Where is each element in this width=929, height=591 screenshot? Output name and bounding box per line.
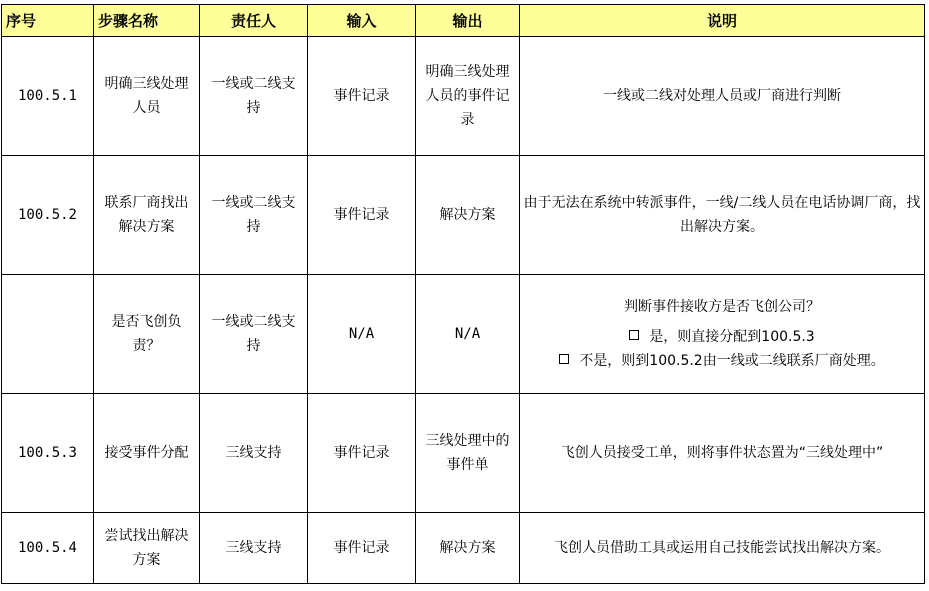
- cell-step-text: 联系厂商找出解决方案: [104, 195, 189, 235]
- process-table: [1, 4, 925, 584]
- cell-note: [520, 156, 925, 275]
- table-row: [2, 513, 925, 584]
- table-row: [2, 394, 925, 513]
- cell-input: 事件记录: [308, 513, 416, 584]
- cell-output: N/A: [416, 275, 520, 394]
- cell-note-text: 飞创人员借助工具或运用自己技能尝试找出解决方案。: [554, 540, 890, 556]
- cell-owner-text: 三线支持: [225, 540, 282, 556]
- cell-seq: 100.5.1: [2, 37, 94, 156]
- header-seq: 序号: [2, 5, 94, 37]
- cell-step: [94, 275, 200, 394]
- cell-step-text: 接受事件分配: [104, 445, 189, 461]
- cell-step: [94, 513, 200, 584]
- cell-note-text: 由于无法在系统中转派事件，一线/二线人员在电话协调厂商，找出解决方案。: [523, 195, 921, 235]
- cell-input: 事件记录: [308, 394, 416, 513]
- header-step: 步骤名称: [94, 5, 200, 37]
- cell-seq: 100.5.2: [2, 156, 94, 275]
- cell-note-text: 一线或二线对处理人员或厂商进行判断: [603, 88, 841, 104]
- bullet-text: 是，则直接分配到100.5.3: [649, 329, 815, 345]
- cell-output: [416, 394, 520, 513]
- cell-step-text: 尝试找出解决方案: [104, 528, 189, 568]
- header-note: 说明: [520, 5, 925, 37]
- cell-output-text: 三线处理中的事件单: [425, 433, 510, 473]
- header-output: 输出: [416, 5, 520, 37]
- bullet-text: 不是，则到100.5.2由一线或二线联系厂商处理。: [579, 353, 885, 369]
- header-input: 输入: [308, 5, 416, 37]
- table-header-row: [2, 5, 925, 37]
- cell-output-text: 解决方案: [439, 207, 496, 223]
- checkbox-bullet-icon: [559, 354, 569, 364]
- cell-owner: [200, 394, 308, 513]
- cell-step: [94, 156, 200, 275]
- cell-owner: [200, 513, 308, 584]
- cell-step: [94, 37, 200, 156]
- cell-input: N/A: [308, 275, 416, 394]
- header-owner: 责任人: [200, 5, 308, 37]
- cell-output: [416, 156, 520, 275]
- cell-seq: [2, 275, 94, 394]
- cell-owner-text: 一线或二线支持: [211, 314, 296, 354]
- cell-seq: 100.5.4: [2, 513, 94, 584]
- cell-owner: [200, 156, 308, 275]
- cell-step-text: 明确三线处理人员: [104, 76, 189, 116]
- cell-owner-text: 一线或二线支持: [211, 195, 296, 235]
- cell-note-text: 飞创人员接受工单，则将事件状态置为“三线处理中”: [560, 445, 884, 461]
- cell-note: [520, 37, 925, 156]
- cell-output: [416, 37, 520, 156]
- checkbox-bullet-icon: [629, 330, 639, 340]
- cell-step-text: 是否飞创负责？: [111, 314, 182, 354]
- bullet-list: [520, 325, 924, 373]
- table-row: [2, 275, 925, 394]
- bullet-item: [520, 349, 924, 373]
- cell-owner-text: 一线或二线支持: [211, 76, 296, 116]
- table-row: [2, 156, 925, 275]
- cell-note-text: 判断事件接收方是否飞创公司？: [624, 299, 820, 315]
- cell-owner: [200, 275, 308, 394]
- cell-seq: 100.5.3: [2, 394, 94, 513]
- cell-input: 事件记录: [308, 156, 416, 275]
- cell-note: [520, 513, 925, 584]
- cell-output-text: 解决方案: [439, 540, 496, 556]
- cell-input: 事件记录: [308, 37, 416, 156]
- cell-note: [520, 275, 925, 394]
- cell-output: [416, 513, 520, 584]
- cell-owner-text: 三线支持: [225, 445, 282, 461]
- bullet-item: [520, 325, 924, 349]
- table-row: [2, 37, 925, 156]
- cell-note: [520, 394, 925, 513]
- cell-output-text: 明确三线处理人员的事件记录: [425, 64, 510, 128]
- cell-owner: [200, 37, 308, 156]
- cell-step: [94, 394, 200, 513]
